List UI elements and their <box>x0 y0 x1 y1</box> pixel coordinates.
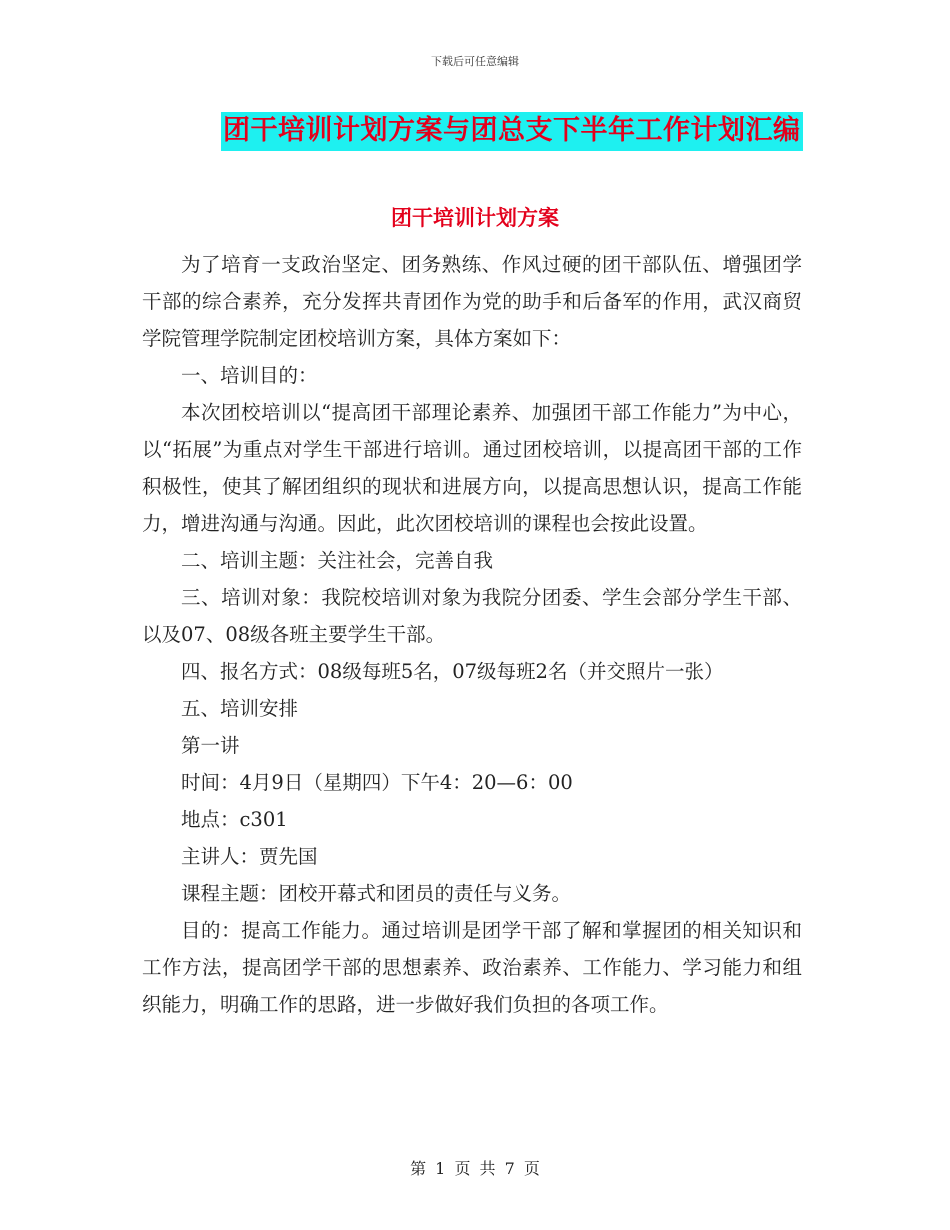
section-title: 团干培训计划方案 <box>391 205 559 230</box>
header-note: 下载后可任意编辑 <box>431 55 519 68</box>
paragraph-goal: 目的：提高工作能力。通过培训是团学干部了解和掌握团的相关知识和工作方法，提高团学干部的思想素养、政治素养、工作能力、学习能力和组织能力，明确工作的思路，进一步做好我们负担的各项工作。 <box>142 919 802 1016</box>
paragraph-registration: 四、报名方式：08级每班5名，07级每班2名（并交照片一张） <box>181 660 724 683</box>
paragraph-purpose: 本次团校培训以“提高团干部理论素养、加强团干部工作能力”为中心，以“拓展”为重点对学生干部进行培训。通过团校培训，以提高团干部的工作积极性，使其了解团组织的现状和进展方向，以提高思想认识，提高工作能力，增进沟通与沟通。因此，此次团校培训的课程也会按此设置。 <box>142 401 802 535</box>
paragraph-heading-schedule: 五、培训安排 <box>181 697 299 720</box>
paragraph-location: 地点：c301 <box>181 808 288 831</box>
paragraph-audience: 三、培训对象：我院校培训对象为我院分团委、学生会部分学生干部、以及07、08级各班主要学生干部。 <box>142 586 802 646</box>
paragraph-time: 时间：4月9日（星期四）下午4：20—6：00 <box>181 771 573 794</box>
paragraph-speaker: 主讲人：贾先国 <box>181 845 318 868</box>
page-footer: 第 1 页 共 7 页 <box>410 1159 540 1178</box>
paragraph-theme: 二、培训主题：关注社会，完善自我 <box>181 549 494 572</box>
paragraph-intro: 为了培育一支政治坚定、团务熟练、作风过硬的团干部队伍、增强团学干部的综合素养，充分发挥共青团作为党的助手和后备军的作用，武汉商贸学院管理学院制定团校培训方案，具体方案如下： <box>142 253 802 350</box>
paragraph-course-topic: 课程主题：团校开幕式和团员的责任与义务。 <box>181 882 572 905</box>
document-body <box>142 246 802 1023</box>
paragraph-heading-purpose: 一、培训目的： <box>181 364 318 387</box>
paragraph-lecture-one: 第一讲 <box>181 734 240 757</box>
document-title: 团干培训计划方案与团总支下半年工作计划汇编 <box>221 112 803 151</box>
